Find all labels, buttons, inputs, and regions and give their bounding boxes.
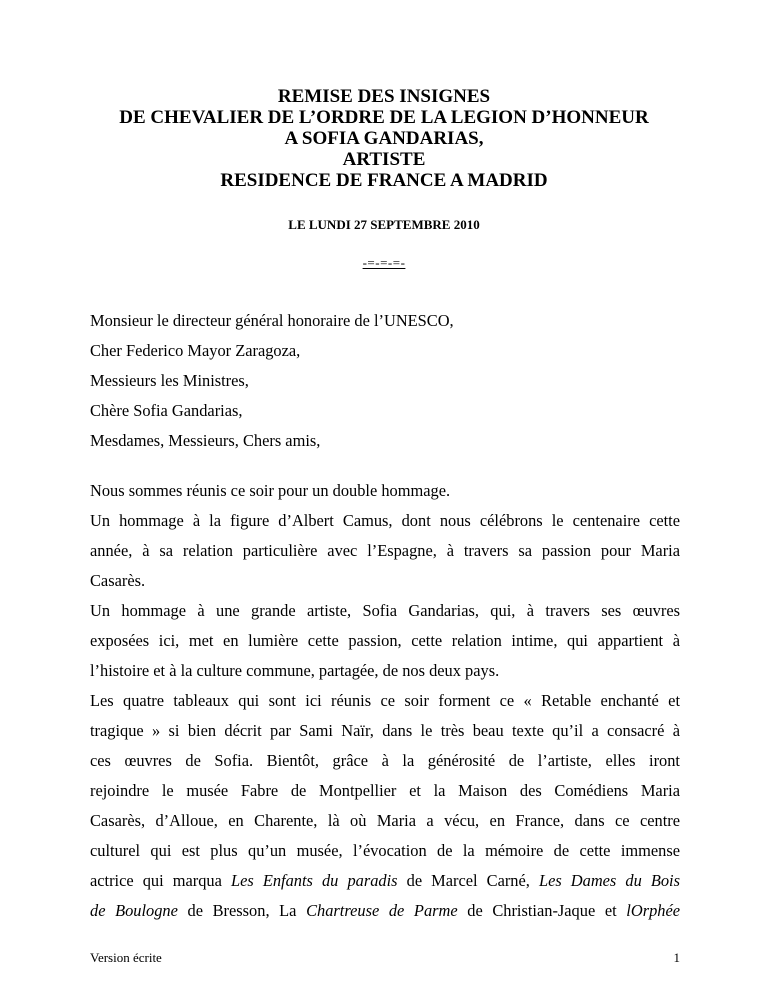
salutation-line: Messieurs les Ministres,	[90, 371, 249, 390]
salutation-line: Monsieur le directeur général honoraire de l’UNESCO,	[90, 311, 454, 330]
body-line: culturel qui est plus qu’un musée, l’évocation de la mémoire de cette immense	[90, 841, 680, 860]
body-line: Un hommage à une grande artiste, Sofia Gandarias, qui, à travers ses œuvres	[90, 601, 680, 620]
text-run: de Bresson, La	[177, 901, 307, 920]
document-title	[60, 86, 708, 191]
film-title: Les Enfants du paradis	[230, 871, 398, 890]
body-line	[90, 866, 680, 896]
title-line: ARTISTE	[342, 149, 426, 170]
body-line: l’histoire et à la culture commune, partagée, de nos deux pays.	[90, 661, 500, 680]
salutation-line: Cher Federico Mayor Zaragoza,	[90, 341, 301, 360]
page-number: 1	[673, 950, 680, 965]
body-line: exposées ici, met en lumière cette passion, cette relation intime, qui appartient à	[90, 631, 680, 650]
film-title: de Boulogne	[90, 901, 178, 920]
title-line: DE CHEVALIER DE L’ORDRE DE LA LEGION D’HONNEUR	[119, 107, 649, 128]
film-title: Chartreuse de Parme	[306, 901, 458, 920]
title-line: REMISE DES INSIGNES	[277, 86, 491, 107]
body-line: Un hommage à la figure d’Albert Camus, dont nous célébrons le centenaire cette	[90, 511, 680, 530]
separator: -=-=-=-	[362, 255, 406, 270]
title-line: A SOFIA GANDARIAS,	[284, 128, 484, 149]
salutation-line: Mesdames, Messieurs, Chers amis,	[90, 431, 321, 450]
body-line: Casarès.	[90, 571, 146, 590]
film-title: Les Dames du Bois	[538, 871, 680, 890]
body-line	[90, 896, 680, 926]
body-line: Casarès, d’Alloue, en Charente, là où Maria a vécu, en France, dans ce centre	[90, 811, 680, 830]
body-line: ces œuvres de Sofia. Bientôt, grâce à la générosité de l’artiste, elles iront	[90, 751, 680, 770]
text-run: de Christian-Jaque et	[457, 901, 627, 920]
body-line: Nous sommes réunis ce soir pour un double hommage.	[90, 481, 451, 500]
salutation-line: Chère Sofia Gandarias,	[90, 401, 243, 420]
salutations	[90, 306, 690, 456]
event-date: LE LUNDI 27 SEPTEMBRE 2010	[288, 217, 480, 232]
film-title: lOrphée	[626, 901, 681, 920]
text-run: de Marcel Carné,	[397, 871, 539, 890]
body-line: tragique » si bien décrit par Sami Naïr, dans le très beau texte qu’il a consacré à	[90, 721, 680, 740]
text-run: actrice qui marqua	[90, 871, 231, 890]
body-line: année, à sa relation particulière avec l’Espagne, à travers sa passion pour Maria	[90, 541, 680, 560]
speech-body	[90, 476, 680, 926]
footer-version: Version écrite	[90, 950, 162, 965]
body-line: Les quatre tableaux qui sont ici réunis ce soir forment ce « Retable enchanté et	[90, 691, 680, 710]
title-line: RESIDENCE DE FRANCE A MADRID	[220, 170, 548, 191]
body-line: rejoindre le musée Fabre de Montpellier et la Maison des Comédiens Maria	[90, 781, 680, 800]
